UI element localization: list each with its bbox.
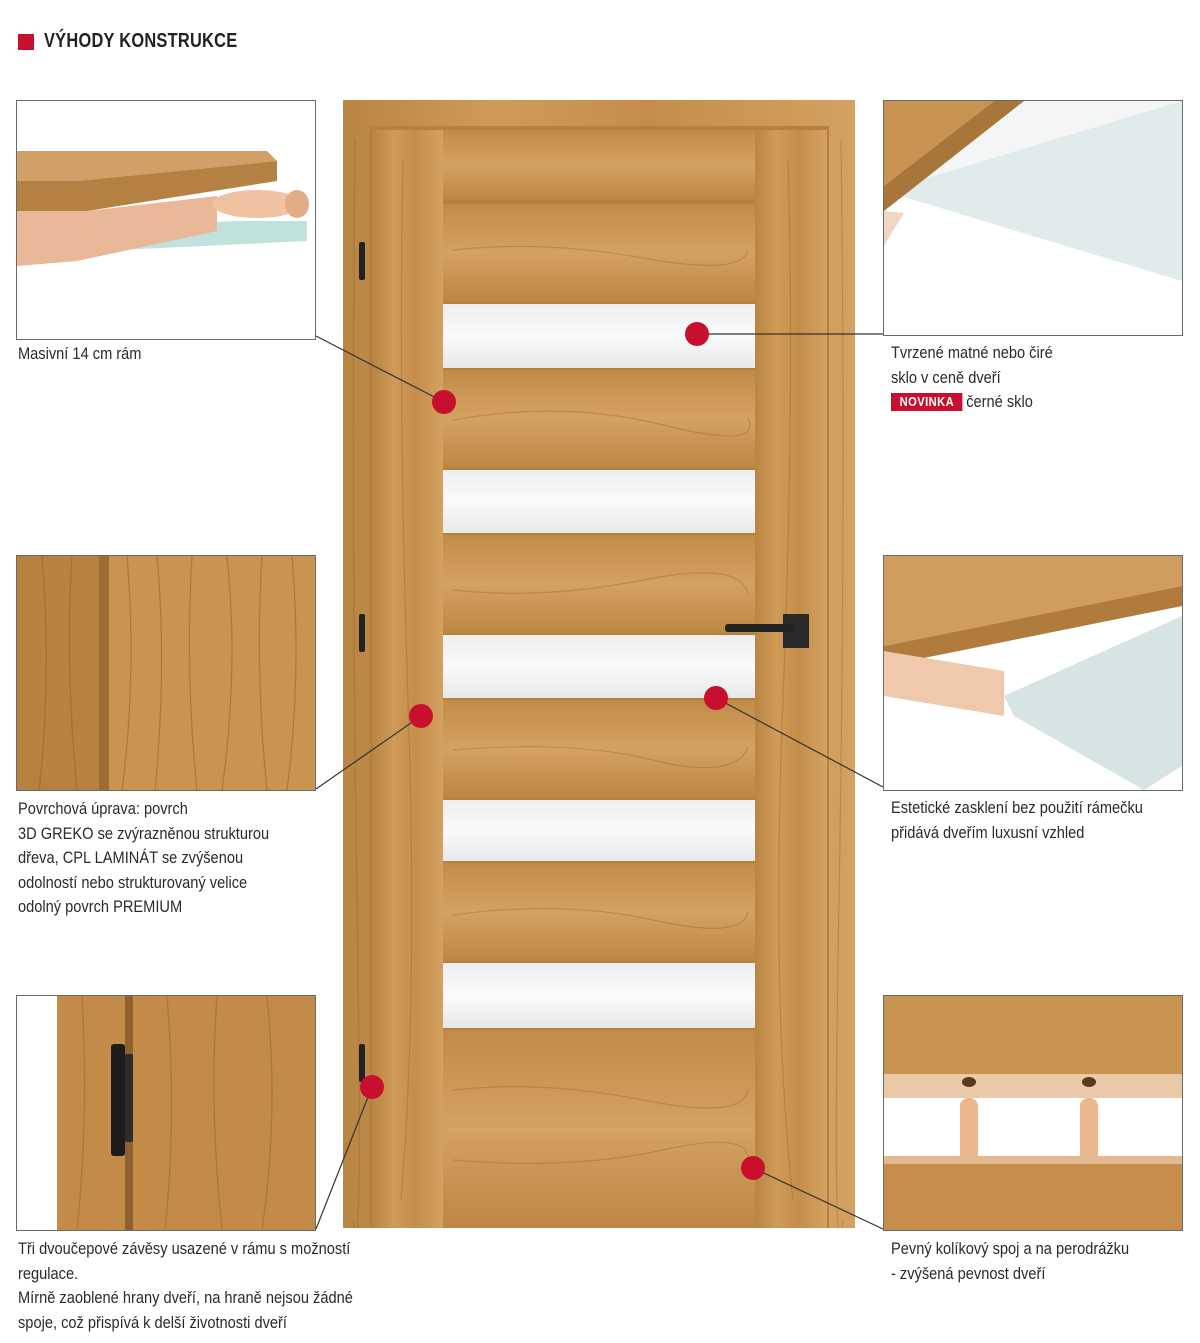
section-header — [18, 30, 280, 53]
caption-surface: Povrchová úprava: povrch 3D GREKO se zvýrazněnou strukturou dřeva, CPL LAMINÁT se zvýšenou odolností nebo strukturovaný velice odolný povrch PREMIUM — [18, 799, 270, 916]
frame-detail-photo — [16, 100, 316, 340]
joint-detail-photo — [883, 995, 1183, 1231]
hinge-detail-photo — [16, 995, 316, 1231]
glazing-detail-photo — [883, 555, 1183, 791]
caption-hinges: Tři dvoučepové závěsy usazené v rámu s možností regulace. Mírně zaoblené hrany dveří, na hraně nejsou žádné spoje, což přispívá k delší životnosti dveří — [18, 1239, 353, 1332]
caption-glazing: Estetické zasklení bez použití rámečku přidává dveřím luxusní vzhled — [891, 798, 1143, 842]
glass-detail-photo — [883, 100, 1183, 336]
novinka-badge: NOVINKA — [891, 393, 963, 411]
badge-text: černé sklo — [966, 392, 1033, 411]
header-marker-icon — [18, 34, 34, 50]
caption-joint: Pevný kolíkový spoj a na perodrážku - zvýšená pevnost dveří — [891, 1239, 1130, 1283]
caption-glass: Tvrzené matné nebo čiré sklo v ceně dveří NOVINKA černé sklo — [891, 343, 1053, 411]
surface-detail-photo — [16, 555, 316, 791]
door-illustration — [343, 100, 855, 1228]
caption-frame: Masivní 14 cm rám — [18, 344, 142, 363]
page-title: VÝHODY KONSTRUKCE — [44, 30, 238, 52]
